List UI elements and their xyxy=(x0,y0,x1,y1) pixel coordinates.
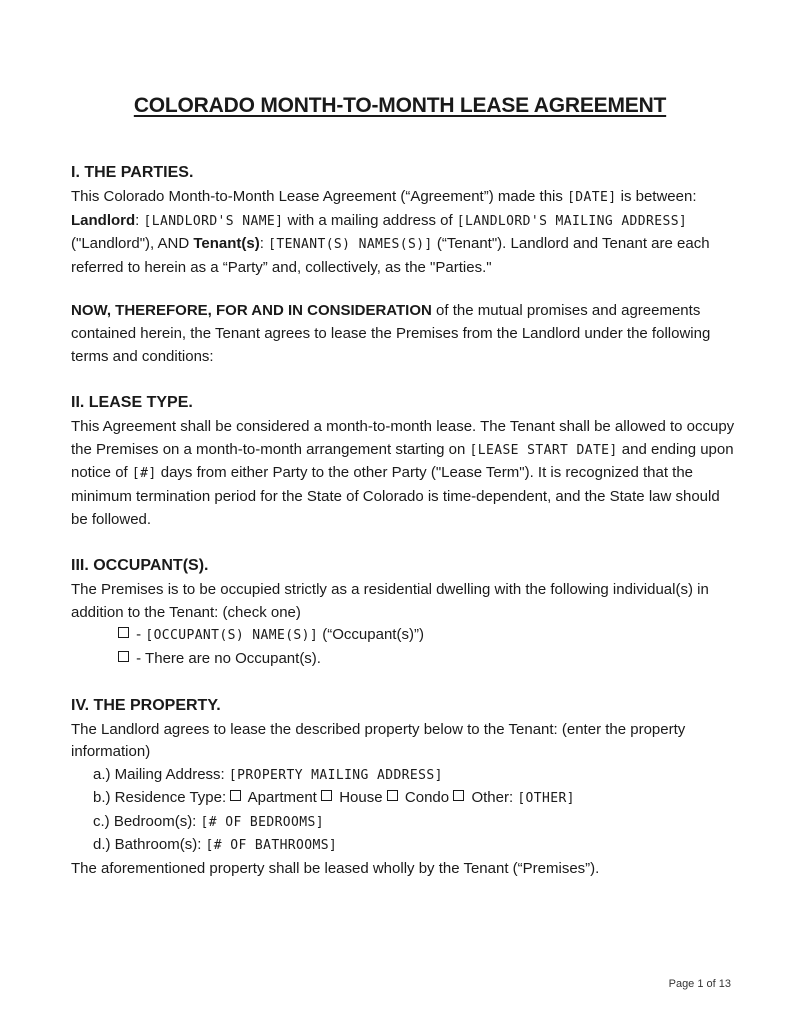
apartment-label: Apartment xyxy=(244,789,322,807)
consideration-bold: NOW, THEREFORE, FOR AND IN CONSIDERATION xyxy=(71,302,432,320)
tenant-names-field[interactable]: [TENANT(S) NAMES(S)] xyxy=(268,237,433,253)
parties-intro xyxy=(71,186,736,210)
section-heading-occupants: III. OCCUPANT(S). xyxy=(71,557,209,575)
lease-type-paragraph xyxy=(71,416,736,531)
document-body xyxy=(71,160,736,881)
parties-definition xyxy=(71,210,736,280)
condo-label: Condo xyxy=(400,789,454,807)
property-mailing-field[interactable]: [PROPERTY MAILING ADDRESS] xyxy=(228,767,443,783)
section-heading-property: IV. THE PROPERTY. xyxy=(71,696,221,714)
other-residence-field[interactable]: [OTHER] xyxy=(517,791,575,807)
document-title: COLORADO MONTH-TO-MONTH LEASE AGREEMENT xyxy=(133,94,667,117)
landlord-mailing-field[interactable]: [LANDLORD'S MAILING ADDRESS] xyxy=(456,213,688,229)
tenant-suffix-text: (“Tenant"). Landlord and Tenant are each referred to herein as a “Party” and, collectively, as the "Parties." xyxy=(71,235,710,276)
apartment-checkbox[interactable] xyxy=(230,790,241,801)
landlord-and-text: ("Landlord"), AND xyxy=(71,235,194,253)
bathrooms-field[interactable]: [# OF BATHROOMS] xyxy=(205,838,338,854)
house-label: House xyxy=(335,789,387,807)
occupant-option1-suffix: (“Occupant(s)”) xyxy=(318,626,424,644)
occupant-option2-text: - There are no Occupant(s). xyxy=(132,649,321,667)
bedrooms-field[interactable]: [# OF BEDROOMS] xyxy=(200,814,324,830)
lease-type-text-c: days from either Party to the other Party ("Lease Term"). It is recognized that the minimum termination period for the State of Colorado is time-dependent, and the State law should be followed. xyxy=(71,464,720,528)
section-heading-lease-type: II. LEASE TYPE. xyxy=(71,394,193,412)
occupant-option-none xyxy=(71,648,736,671)
mailing-text: with a mailing address of xyxy=(283,211,457,229)
condo-checkbox[interactable] xyxy=(387,790,398,801)
landlord-label: Landlord xyxy=(71,211,136,229)
page-number: Page 1 of 13 xyxy=(668,978,731,990)
occupant-named-checkbox[interactable] xyxy=(118,627,129,638)
parties-intro-text: This Colorado Month-to-Month Lease Agreement (“Agreement”) made this xyxy=(71,188,568,205)
occupant-option1-prefix: - xyxy=(132,626,146,644)
landlord-colon: : xyxy=(135,211,144,229)
tenant-label: Tenant(s) xyxy=(193,235,260,253)
date-field[interactable]: [DATE] xyxy=(567,190,617,205)
consideration-paragraph xyxy=(71,300,736,368)
property-bedrooms-row xyxy=(71,811,736,835)
occupant-names-field[interactable]: [OCCUPANT(S) NAME(S)] xyxy=(145,628,319,644)
consideration-text: of the mutual promises and agreements contained herein, the Tenant agrees to lease the Premises from the Landlord under the following terms and conditions: xyxy=(71,302,711,365)
bedrooms-label: c.) Bedroom(s): xyxy=(93,812,201,830)
property-paragraph: The Landlord agrees to lease the described property below to the Tenant: (enter the property information) xyxy=(71,720,686,761)
lease-start-date-field[interactable]: [LEASE START DATE] xyxy=(469,442,618,458)
property-closing: The aforementioned property shall be leased wholly by the Tenant (“Premises”). xyxy=(71,860,600,878)
lease-type-text-b: and ending upon notice of xyxy=(71,440,734,482)
house-checkbox[interactable] xyxy=(321,790,332,801)
other-checkbox[interactable] xyxy=(453,790,464,801)
occupant-option-named xyxy=(71,624,736,648)
property-mailing-label: a.) Mailing Address: xyxy=(93,765,229,783)
property-residence-type-row xyxy=(71,787,736,811)
other-label: Other: xyxy=(467,789,518,807)
lease-type-text-a: This Agreement shall be considered a month-to-month lease. The Tenant shall be allowed to occupy the Premises on a month-to-month arrangement starting on xyxy=(71,418,735,458)
occupant-none-checkbox[interactable] xyxy=(118,651,129,662)
property-mailing-address-row xyxy=(71,764,736,788)
landlord-name-field[interactable]: [LANDLORD'S NAME] xyxy=(143,213,284,229)
bathrooms-label: d.) Bathroom(s): xyxy=(93,836,206,854)
notice-days-field[interactable]: [#] xyxy=(131,466,157,482)
tenant-colon: : xyxy=(259,235,269,253)
property-bathrooms-row xyxy=(71,834,736,858)
section-heading-parties: I. THE PARTIES. xyxy=(71,164,194,181)
occupants-paragraph: The Premises is to be occupied strictly as a residential dwelling with the following individual(s) in addition to the Tenant: (check one) xyxy=(71,581,709,621)
residence-type-label: b.) Residence Type: xyxy=(93,789,231,807)
parties-intro-end: is between: xyxy=(616,188,697,205)
